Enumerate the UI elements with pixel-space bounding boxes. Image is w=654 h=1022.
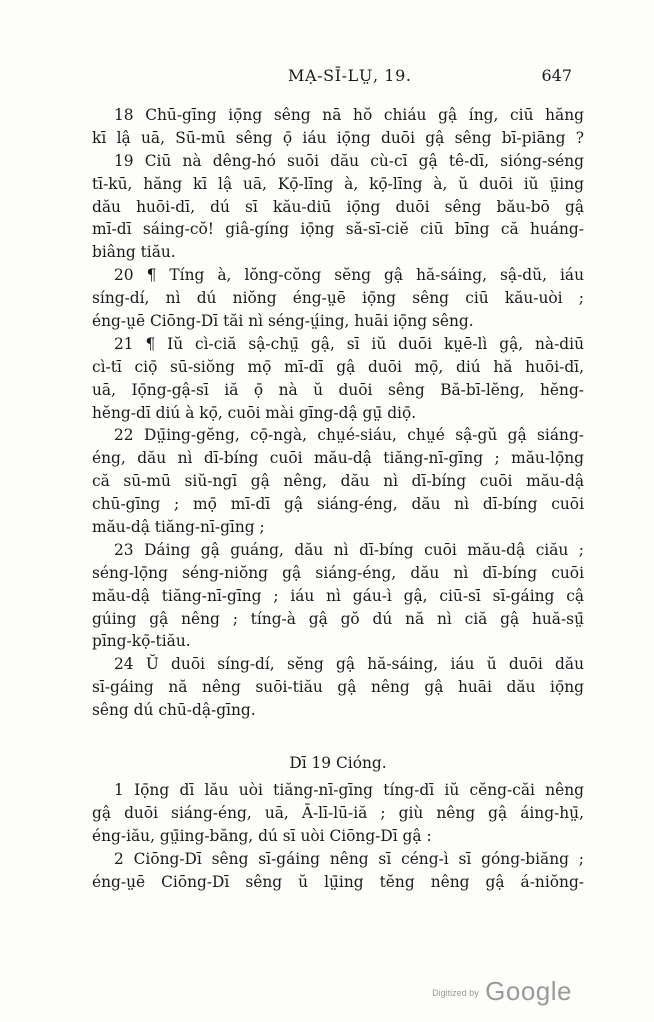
running-title: MẠ-SĪ-LṲ, 19.	[288, 66, 412, 85]
text-line: 23 Dáing gậ guáng, dău nì dī-bíng cuōi mău-dậ ciău ;	[114, 540, 584, 559]
text-line: sêng dú chū-dậ-gīng.	[92, 701, 256, 720]
digitized-by-google-watermark	[432, 976, 572, 1006]
section-gap	[92, 722, 584, 744]
text-line: sī-gáing nă nêng suōi-tiău gậ nêng gậ huāi dău iọ̄ng	[92, 678, 584, 697]
text-line: biâng tiău.	[92, 243, 176, 262]
text-line: uā, Iọ̄ng-gậ-sī iă ọ̄ nà ŭ duōi sêng Bă-bī-lĕng, hĕng-	[92, 380, 584, 399]
text-line: chū-gīng ; mọ̄ mī-dī gậ siáng-éng, dău nì dī-bíng cuōi	[92, 495, 584, 514]
text-line: 1 Iọ̄ng dī lău uòi tiăng-nī-gīng tíng-dī iŭ cĕng-căi nêng	[114, 781, 584, 800]
text-line: éng-ṳē Ciōng-Dī tăi nì séng-ṳ́ing, huāi iọ̄ng sêng.	[92, 312, 474, 331]
text-line: mău-dậ tiăng-nī-gīng ; iáu nì gáu-ì gậ, ciū-sī sī-gáing cậ	[92, 586, 584, 605]
google-logo: Google	[485, 976, 572, 1006]
text-line: 18 Chū-gīng iọ̄ng sêng nā hŏ chiáu gậ íng, ciū hăng	[114, 106, 584, 124]
text-line: éng-iău, gṳ̄ing-băng, dú sī uòi Ciōng-Dī gậ :	[92, 826, 432, 845]
text-line: mī-dī sáing-cŏ! giâ-gíng iọ̄ng să-sī-ciĕ ciū bīng că huáng-	[92, 220, 584, 239]
text-line: mău-dậ tiăng-nī-gīng ;	[92, 518, 265, 537]
text-line: 2 Ciōng-Dī sêng sī-gáing nêng sī céng-ì sī góng-biăng ;	[114, 849, 584, 868]
running-head	[100, 66, 572, 88]
page-number: 647	[541, 66, 572, 85]
digitized-by-text: Digitized by	[432, 988, 479, 998]
text-line: 21 ¶ Iŭ cì-ciă sậ-chṳ̄ gậ, sī iŭ duōi kṳē-lì gậ, nà-diū	[114, 334, 584, 353]
text-line: tī-kū, hăng kī lậ uā, Kọ̄-līng à, kọ̄-līng à, ŭ duōi iŭ ṳ̄ing	[92, 174, 584, 193]
text-line: éng-ṳē Ciōng-Dī sêng ŭ lṳ̄ing tĕng nêng gậ á-niŏng-	[92, 872, 584, 891]
chapter-heading: Dī 19 Cióng.	[289, 754, 387, 773]
text-line: 19 Ciū nà dêng-hó suōi dău cù-cī gậ tê-dī, sióng-séng	[114, 151, 584, 170]
verses-block-2	[92, 779, 584, 893]
text-line: 24 Ŭ duōi síng-dí, sĕng gậ hă-sáing, iáu ŭ duōi dău	[114, 655, 584, 674]
text-line: că sū-mū siŭ-ngī gậ nêng, dău nì dī-bíng cuōi mău-dậ	[92, 472, 584, 491]
text-line: kī lậ uā, Sū-mū sêng ọ̄ iáu iọ̄ng duōi gậ sêng bī-piāng ?	[92, 128, 584, 147]
text-line: cì-tī ciọ̄ sū-siŏng mọ̄ mī-dī gậ duōi mọ̄, diú hă huōi-dī,	[92, 357, 584, 376]
text-line: pīng-kọ̄-tiău.	[92, 632, 191, 651]
text-line: séng-lọ̄ng séng-niŏng gậ siáng-éng, dău nì dī-bíng cuōi	[92, 563, 584, 582]
verses-block-1	[92, 104, 584, 722]
text-line: hĕng-dī diú à kọ̄, cuōi mài gīng-dậ gṳ̄ diọ̄.	[92, 403, 417, 422]
body-text	[92, 104, 584, 894]
text-line: éng, dău nì dī-bíng cuōi mău-dậ tiăng-nī-gīng ; mău-lọ̄ng	[92, 449, 584, 468]
text-line: 20 ¶ Tíng à, lŏng-cŏng sĕng gậ hă-sáing, sậ-dŭ, iáu	[114, 266, 584, 285]
text-line: dău huōi-dī, dú sī kău-diū iọ̄ng duōi sêng bău-bō gậ	[92, 197, 584, 216]
text-line: síng-dí, nì dú niŏng éng-ṳē iọ̄ng sêng ciū kău-uòi ;	[92, 289, 584, 308]
text-line: 22 Dṳ̄ing-gĕng, cọ̄-ngà, chṳé-siáu, chṳé sậ-gŭ gậ siáng-	[114, 426, 584, 445]
text-line: gậ duōi siáng-éng, uā, Ā-lī-lū-iă ; giù nêng gậ áing-hṳ̄,	[92, 803, 584, 822]
text-line: gúing gậ nêng ; tíng-à gậ gŏ dú nă nì ciă gậ huă-sṳ̄	[92, 609, 584, 628]
